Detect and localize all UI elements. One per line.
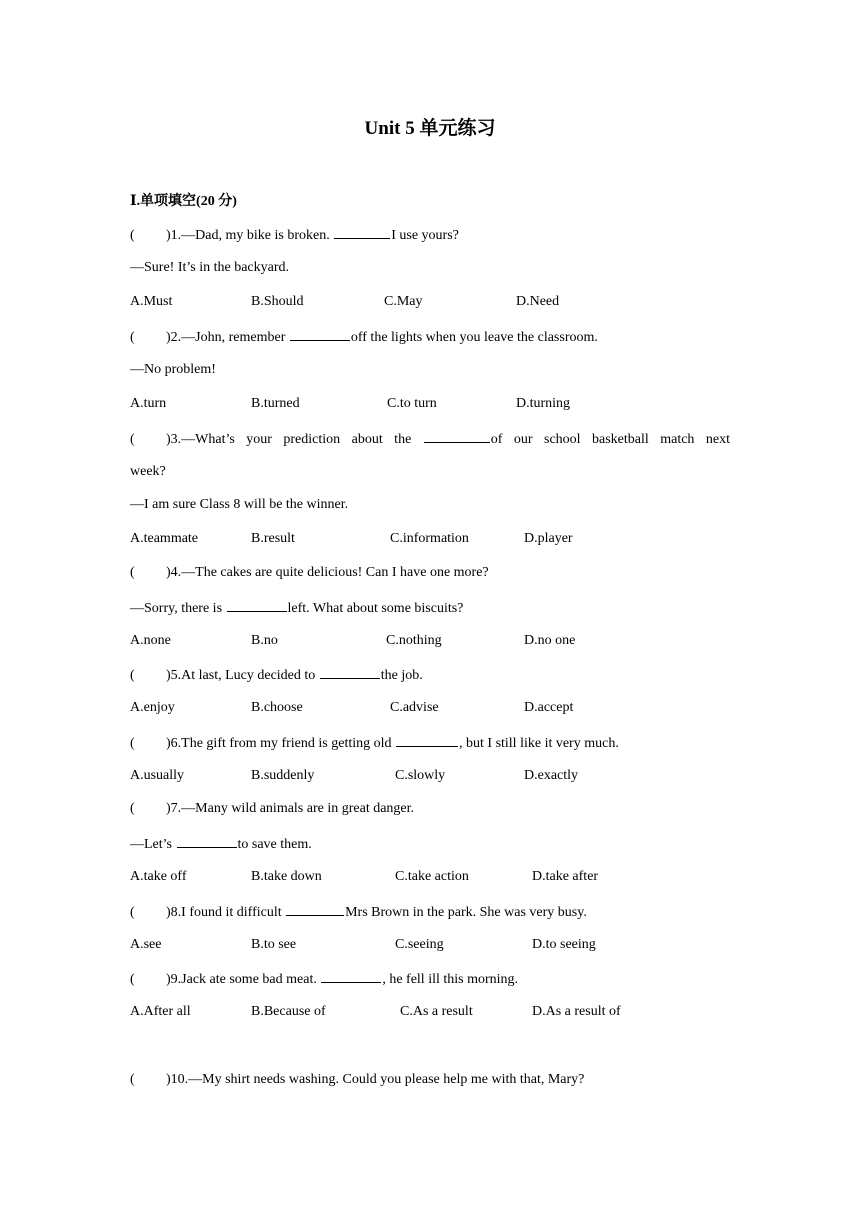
- q2-option-c: C.to turn: [387, 396, 437, 411]
- q6-stem-pre: )6.The gift from my friend is getting old: [166, 736, 396, 751]
- q1-stem-post: I use yours?: [391, 228, 459, 243]
- q1-option-d: D.Need: [516, 294, 560, 309]
- q9-blank[interactable]: [321, 970, 381, 983]
- q4-reply: [130, 599, 463, 617]
- answer-paren[interactable]: (: [130, 801, 135, 816]
- q3-blank[interactable]: [424, 430, 490, 443]
- answer-paren[interactable]: (: [130, 565, 135, 580]
- answer-paren[interactable]: (: [130, 668, 135, 683]
- q7-blank[interactable]: [177, 835, 237, 848]
- question-2: [130, 328, 598, 346]
- q6-option-a: A.usually: [130, 768, 185, 783]
- q1-option-c: C.May: [384, 294, 423, 309]
- q1-blank[interactable]: [334, 226, 390, 239]
- q1-option-a: A.Must: [130, 294, 173, 309]
- q9-option-d: D.As a result of: [532, 1004, 621, 1019]
- question-5: [130, 666, 423, 684]
- q9-option-b: B.Because of: [251, 1004, 326, 1019]
- q1-option-b: B.Should: [251, 294, 304, 309]
- q6-option-d: D.exactly: [524, 768, 579, 783]
- q3-option-b: B.result: [251, 531, 295, 546]
- q7-option-a: A.take off: [130, 869, 187, 884]
- q2-option-d: D.turning: [516, 396, 571, 411]
- q4-option-d: D.no one: [524, 633, 576, 648]
- question-6: [130, 734, 619, 752]
- q6-stem-post: , but I still like it very much.: [459, 736, 619, 751]
- q3-stem-cont: week?: [130, 464, 166, 479]
- q4-blank[interactable]: [227, 599, 287, 612]
- q5-stem-post: the job.: [380, 668, 423, 683]
- question-9: [130, 970, 518, 988]
- question-8: [130, 903, 587, 921]
- q7-option-c: C.take action: [395, 869, 469, 884]
- page-title: Unit 5 单元练习: [364, 118, 496, 139]
- q2-reply: —No problem!: [130, 362, 216, 377]
- q7-reply: [130, 835, 312, 853]
- q6-blank[interactable]: [396, 734, 458, 747]
- q5-option-d: D.accept: [524, 700, 574, 715]
- q6-option-c: C.slowly: [395, 768, 446, 783]
- q2-stem-pre: )2.—John, remember: [166, 330, 289, 345]
- q7-reply-pre: —Let’s: [130, 837, 176, 852]
- q2-stem-post: off the lights when you leave the classroom.: [350, 330, 598, 345]
- q8-option-b: B.to see: [251, 937, 297, 952]
- q9-stem-post: , he fell ill this morning.: [382, 972, 519, 987]
- q7-option-d: D.take after: [532, 869, 599, 884]
- q1-stem-pre: )1.—Dad, my bike is broken.: [166, 228, 334, 243]
- q4-option-a: A.none: [130, 633, 171, 648]
- answer-paren[interactable]: (: [130, 228, 135, 243]
- q5-option-b: B.choose: [251, 700, 303, 715]
- question-10: [130, 1072, 584, 1088]
- q1-reply: —Sure! It’s in the backyard.: [130, 260, 290, 275]
- q8-stem-post: Mrs Brown in the park. She was very busy.: [345, 905, 587, 920]
- q7-reply-post: to save them.: [237, 837, 312, 852]
- q8-stem-pre: )8.I found it difficult: [166, 905, 286, 920]
- q3-option-d: D.player: [524, 531, 573, 546]
- answer-paren[interactable]: (: [130, 1072, 135, 1087]
- question-3: [130, 430, 730, 448]
- q9-option-c: C.As a result: [400, 1004, 473, 1019]
- answer-paren[interactable]: (: [130, 432, 135, 447]
- q5-blank[interactable]: [320, 666, 380, 679]
- q5-option-a: A.enjoy: [130, 700, 175, 715]
- answer-paren[interactable]: (: [130, 905, 135, 920]
- q9-option-a: A.After all: [130, 1004, 191, 1019]
- q8-blank[interactable]: [286, 903, 344, 916]
- q7-option-b: B.take down: [251, 869, 322, 884]
- q2-option-b: B.turned: [251, 396, 300, 411]
- q3-option-c: C.information: [390, 531, 469, 546]
- q2-option-a: A.turn: [130, 396, 167, 411]
- question-4: [130, 565, 489, 581]
- q4-stem: )4.—The cakes are quite delicious! Can I have one more?: [166, 565, 489, 580]
- q4-reply-pre: —Sorry, there is: [130, 601, 226, 616]
- q9-stem-pre: )9.Jack ate some bad meat.: [166, 972, 321, 987]
- q3-reply: —I am sure Class 8 will be the winner.: [130, 497, 349, 512]
- q8-option-d: D.to seeing: [532, 937, 596, 952]
- q8-option-a: A.see: [130, 937, 162, 952]
- answer-paren[interactable]: (: [130, 972, 135, 987]
- section-heading: Ⅰ.单项填空(20 分): [130, 194, 237, 209]
- q8-option-c: C.seeing: [395, 937, 444, 952]
- answer-paren[interactable]: (: [130, 330, 135, 345]
- q3-stem-pre: )3.—What’s your prediction about the: [166, 432, 423, 447]
- q2-blank[interactable]: [290, 328, 350, 341]
- question-7: [130, 801, 414, 817]
- question-1: [130, 226, 459, 244]
- q6-option-b: B.suddenly: [251, 768, 315, 783]
- q10-stem: )10.—My shirt needs washing. Could you please help me with that, Mary?: [166, 1072, 585, 1087]
- q7-stem: )7.—Many wild animals are in great danger.: [166, 801, 415, 816]
- q4-option-b: B.no: [251, 633, 278, 648]
- q5-option-c: C.advise: [390, 700, 439, 715]
- q3-option-a: A.teammate: [130, 531, 199, 546]
- q5-stem-pre: )5.At last, Lucy decided to: [166, 668, 319, 683]
- q4-option-c: C.nothing: [386, 633, 442, 648]
- q3-stem-post: of our school basketball match next: [490, 432, 730, 447]
- q4-reply-post: left. What about some biscuits?: [287, 601, 464, 616]
- answer-paren[interactable]: (: [130, 736, 135, 751]
